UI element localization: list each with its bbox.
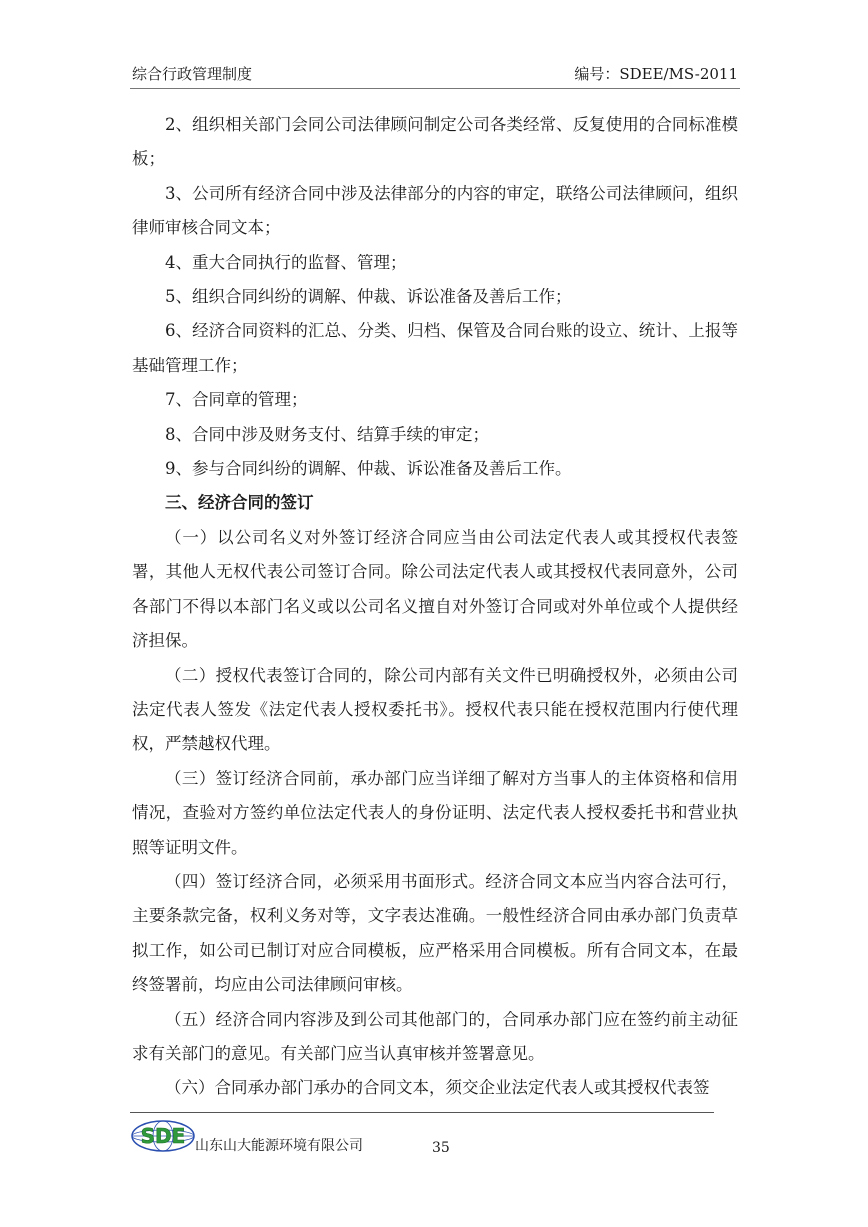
document-number: 编号：SDEE/MS-2011	[574, 65, 738, 83]
company-logo-icon	[130, 1118, 196, 1154]
header-divider	[130, 88, 740, 89]
page-number: 35	[432, 1140, 450, 1156]
clause-3: （三）签订经济合同前，承办部门应当详细了解对方当事人的主体资格和信用情况，查验对方签约单位法定代表人的身份证明、法定代表人授权委托书和营业执照等证明文件。	[132, 768, 738, 857]
page-header	[132, 63, 738, 85]
clause-5: （五）经济合同内容涉及到公司其他部门的，合同承办部门应在签约前主动征求有关部门的意见。有关部门应当认真审核并签署意见。	[132, 1009, 738, 1063]
clause-6: （六）合同承办部门承办的合同文本，须交企业法定代表人或其授权代表签	[165, 1078, 710, 1098]
paragraph-item-7: 7、合同章的管理；	[165, 390, 308, 410]
clause-4: （四）签订经济合同，必须采用书面形式。经济合同文本应当内容合法可行，主要条款完备，权利义务对等，文字表达准确。一般性经济合同由承办部门负责草拟工作，如公司已制订对应合同模板，应严格采用合同模板。所有合同文本，在最终签署前，均应由公司法律顾问审核。	[132, 871, 738, 995]
footer-divider	[130, 1112, 714, 1113]
paragraph-item-2: 2、组织相关部门会同公司法律顾问制定公司各类经常、反复使用的合同标准模板；	[132, 115, 738, 169]
clause-2: （二）授权代表签订合同的，除公司内部有关文件已明确授权外，必须由公司法定代表人签发《法定代表人授权委托书》。授权代表只能在授权范围内行使代理权，严禁越权代理。	[132, 665, 738, 754]
paragraph-item-6: 6、经济合同资料的汇总、分类、归档、保管及合同台账的设立、统计、上报等基础管理工作；	[132, 321, 738, 375]
document-title: 综合行政管理制度	[132, 65, 253, 83]
company-name: 山东山大能源环境有限公司	[195, 1138, 363, 1154]
paragraph-item-4: 4、重大合同执行的监督、管理；	[165, 252, 407, 272]
logo-lettering: SDE	[140, 1124, 186, 1148]
paragraph-item-9: 9、参与合同纠纷的调解、仲裁、诉讼准备及善后工作。	[165, 459, 572, 479]
company-logo	[130, 1118, 196, 1154]
section-heading: 三、经济合同的签订	[165, 493, 314, 513]
paragraph-item-5: 5、组织合同纠纷的调解、仲裁、诉讼准备及善后工作；	[165, 287, 572, 307]
clause-1: （一）以公司名义对外签订经济合同应当由公司法定代表人或其授权代表签署，其他人无权代表公司签订合同。除公司法定代表人或其授权代表同意外，公司各部门不得以本部门名义或以公司名义擅自对外签订合同或对外单位或个人提供经济担保。	[132, 527, 738, 651]
document-body	[132, 108, 738, 1106]
paragraph-item-3: 3、公司所有经济合同中涉及法律部分的内容的审定，联络公司法律顾问，组织律师审核合同文本；	[132, 183, 738, 238]
paragraph-item-8: 8、合同中涉及财务支付、结算手续的审定；	[165, 424, 489, 444]
